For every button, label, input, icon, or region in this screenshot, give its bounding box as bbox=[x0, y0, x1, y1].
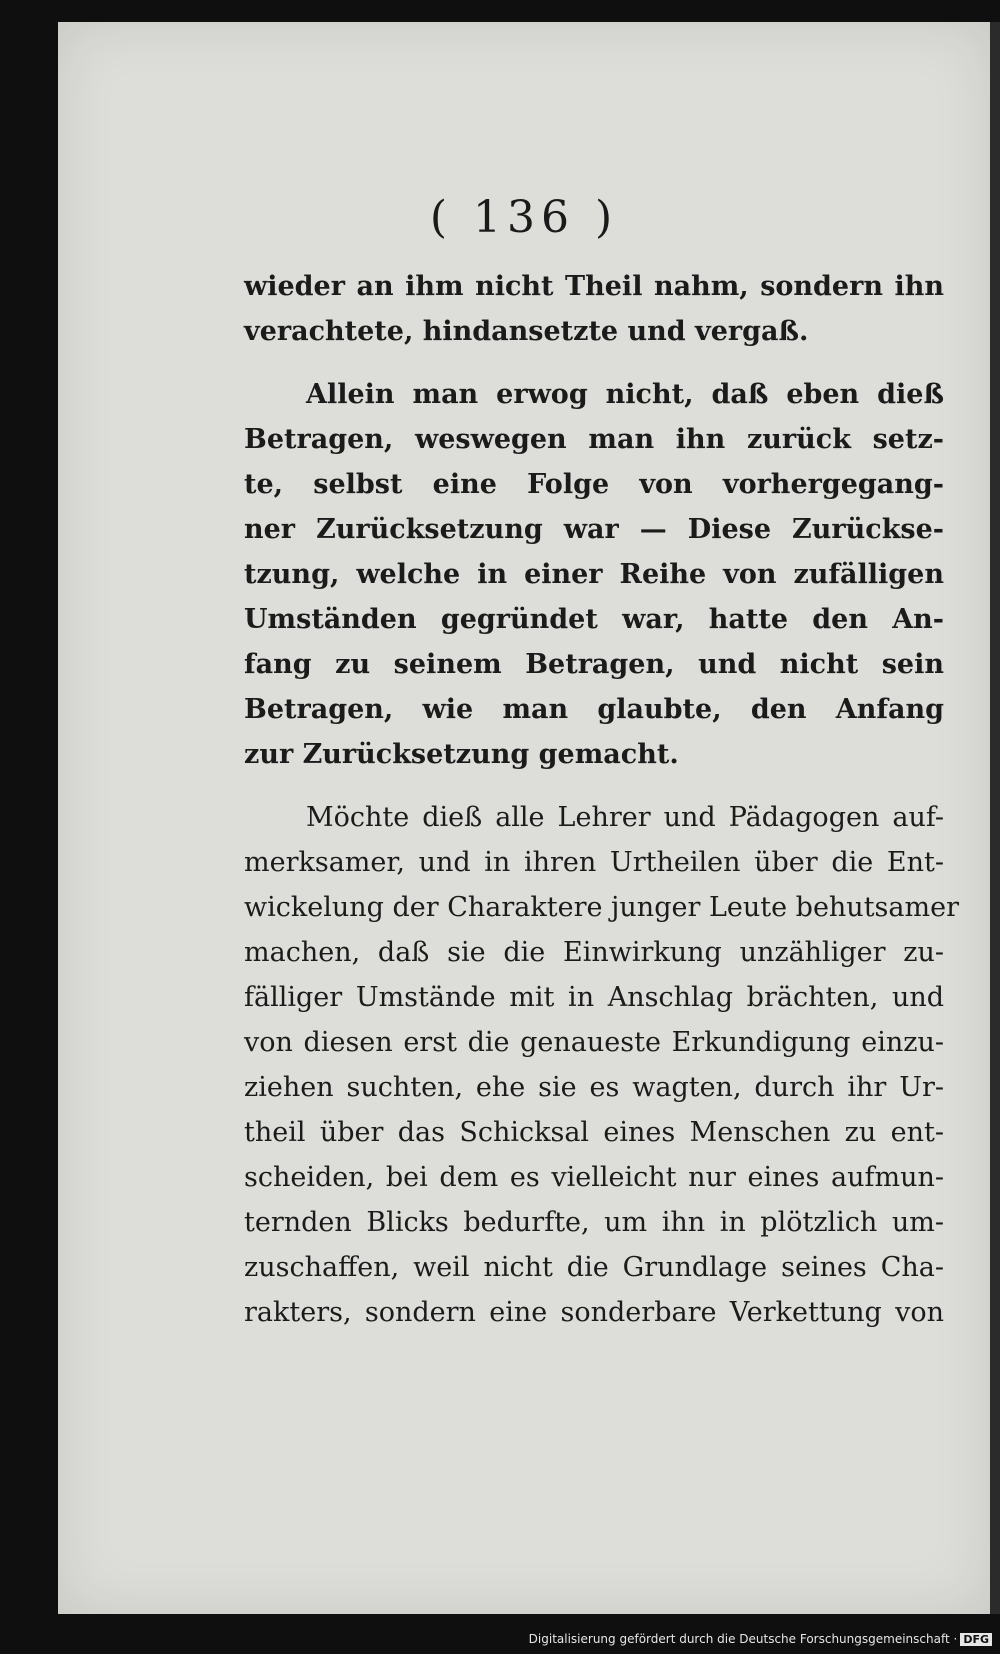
credit-text: Digitalisierung gefördert durch die Deutsche Forschungsgemeinschaft · bbox=[528, 1632, 958, 1646]
text-line: von diesen erst die genaueste Erkundigung einzu- bbox=[244, 1027, 944, 1058]
text-line: zur Zurücksetzung gemacht. bbox=[244, 739, 679, 770]
text-line: ternden Blicks bedurfte, um ihn in plötzlich um- bbox=[244, 1207, 944, 1238]
text-line: theil über das Schicksal eines Menschen zu ent- bbox=[244, 1117, 944, 1148]
page-number-header: ( 136 ) bbox=[429, 192, 619, 243]
text-line: te, selbst eine Folge von vorhergegang- bbox=[244, 469, 944, 500]
text-line: zuschaffen, weil nicht die Grundlage seines Cha- bbox=[244, 1252, 944, 1283]
text-line: machen, daß sie die Einwirkung unzähliger zu- bbox=[244, 937, 944, 968]
text-line: ziehen suchten, ehe sie es wagten, durch ihr Ur- bbox=[244, 1072, 944, 1103]
text-line: ner Zurücksetzung war — Diese Zurückse- bbox=[244, 514, 944, 545]
text-line: verachtete, hindansetzte und vergaß. bbox=[244, 316, 809, 347]
text-line: rakters, sondern eine sonderbare Verkettung von bbox=[244, 1297, 944, 1328]
page-edge bbox=[990, 22, 1000, 1614]
text-line: wickelung der Charaktere junger Leute behutsamer bbox=[244, 892, 959, 923]
digitization-credit bbox=[529, 1632, 992, 1646]
paragraph-3 bbox=[244, 795, 959, 1335]
text-line: merksamer, und in ihren Urtheilen über die Ent- bbox=[244, 847, 944, 878]
paragraph-2 bbox=[244, 372, 944, 777]
text-line: tzung, welche in einer Reihe von zufälligen bbox=[244, 559, 944, 590]
text-line: scheiden, bei dem es vielleicht nur eines aufmun- bbox=[244, 1162, 944, 1193]
text-line: fälliger Umstände mit in Anschlag brächten, und bbox=[244, 982, 944, 1013]
text-line: wieder an ihm nicht Theil nahm, sondern ihn bbox=[244, 271, 944, 302]
text-line: fang zu seinem Betragen, und nicht sein bbox=[244, 649, 944, 680]
text-line: Allein man erwog nicht, daß eben dieß bbox=[306, 379, 944, 410]
page-body bbox=[244, 264, 959, 1335]
paragraph-1 bbox=[244, 264, 944, 354]
text-line: Betragen, weswegen man ihn zurück setz- bbox=[244, 424, 944, 455]
text-line: Umständen gegründet war, hatte den An- bbox=[244, 604, 944, 635]
book-page bbox=[58, 22, 990, 1614]
text-line: Betragen, wie man glaubte, den Anfang bbox=[244, 694, 944, 725]
text-line: Möchte dieß alle Lehrer und Pädagogen auf- bbox=[306, 802, 944, 833]
dfg-logo: DFG bbox=[960, 1633, 992, 1646]
